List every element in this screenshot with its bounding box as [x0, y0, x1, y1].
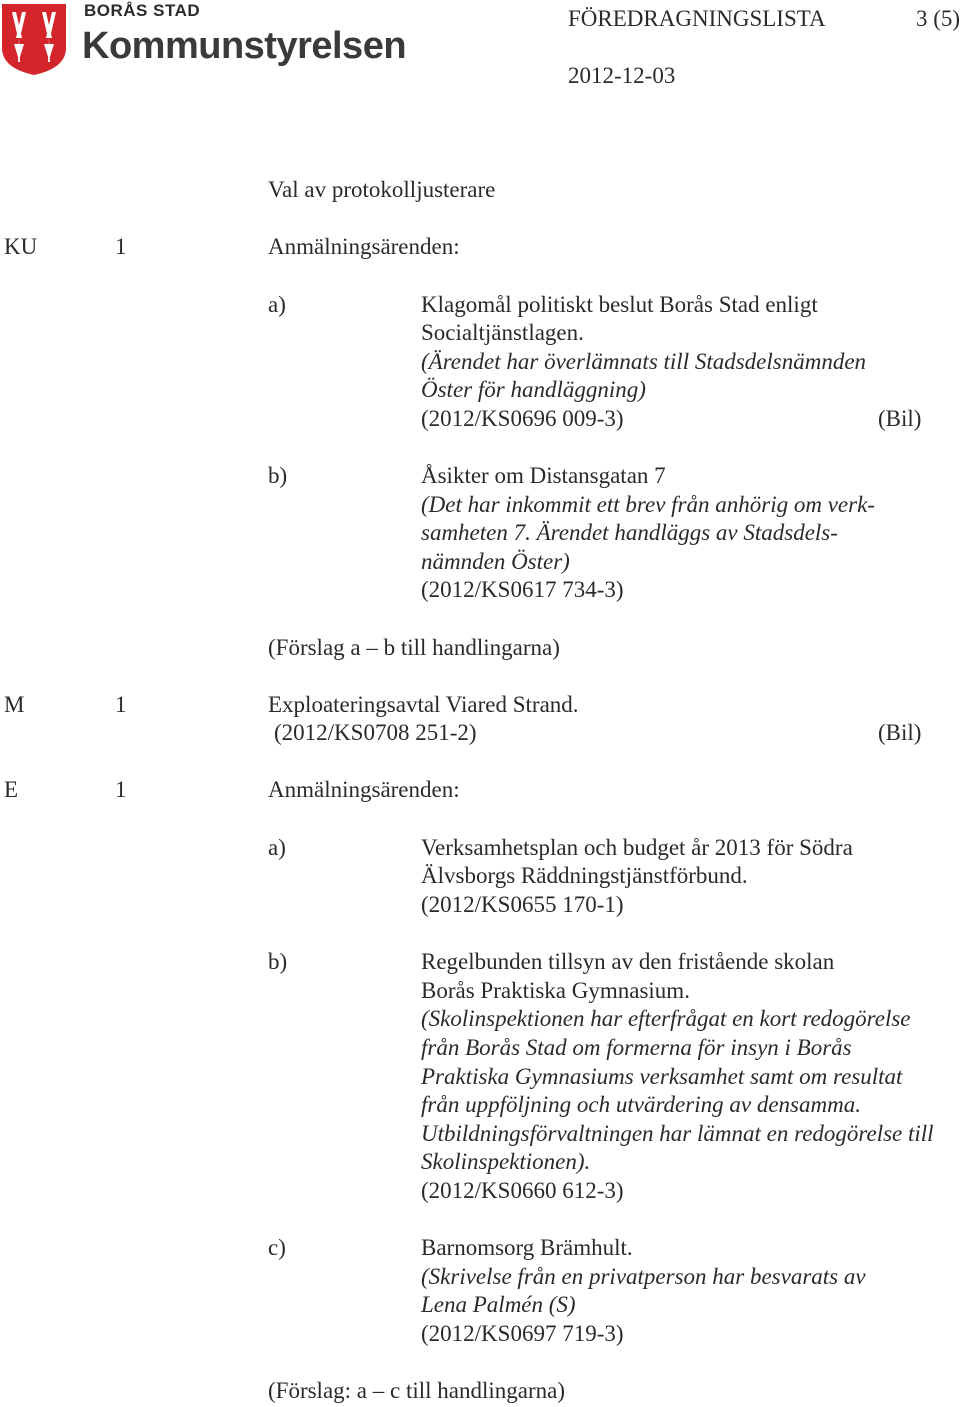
subitem-note-line: (Skrivelse från en privatperson har besvarats av	[421, 1264, 866, 1289]
case-reference: (2012/KS0660 612-3)	[421, 1178, 624, 1203]
section-title: Anmälningsärenden:	[268, 234, 460, 259]
boras-coat-of-arms-icon	[0, 2, 68, 76]
proposal-text: (Förslag: a – c till handlingarna)	[268, 1378, 566, 1403]
subitem-title-line: Verksamhetsplan och budget år 2013 för Södra	[421, 835, 853, 860]
subitem-note-line: (Det har inkommit ett brev från anhörig om verk-	[421, 492, 875, 517]
case-reference: (2012/KS0697 719-3)	[421, 1321, 624, 1346]
subitem-title-line: Borås Praktiska Gymnasium.	[421, 978, 690, 1003]
subitem-note-line: från uppföljning och utvärdering av densamma.	[421, 1092, 861, 1117]
section-title: Exploateringsavtal Viared Strand.	[268, 692, 579, 717]
section-code-e: E	[4, 777, 19, 802]
subitem-letter: b)	[268, 463, 288, 488]
subitem-note-line: från Borås Stad om formerna för insyn i Borås	[421, 1035, 852, 1060]
subitem-letter: a)	[268, 292, 286, 317]
case-reference: (2012/KS0617 734-3)	[421, 577, 624, 602]
section-code-ku: KU	[4, 234, 38, 259]
attachment-marker: (Bil)	[878, 406, 922, 431]
section-code-m: M	[4, 692, 25, 717]
case-reference: (2012/KS0655 170-1)	[421, 892, 624, 917]
subitem-title-line: Åsikter om Distansgatan 7	[421, 463, 666, 488]
logo-organization-name: Kommunstyrelsen	[82, 25, 407, 67]
subitem-note-line: samheten 7. Ärendet handläggs av Stadsdels-	[421, 520, 838, 545]
case-reference: (2012/KS0696 009-3)	[421, 406, 624, 431]
subitem-note-line: (Skolinspektionen har efterfrågat en kort redogörelse	[421, 1006, 911, 1031]
subitem-title-line: Klagomål politiskt beslut Borås Stad enligt	[421, 292, 818, 317]
subitem-note-line: Lena Palmén (S)	[421, 1292, 576, 1317]
subitem-title-line: Älvsborgs Räddningstjänstförbund.	[421, 863, 748, 888]
subitem-letter: c)	[268, 1235, 286, 1260]
subitem-title-line: Barnomsorg Brämhult.	[421, 1235, 633, 1260]
section-number: 1	[115, 692, 127, 717]
agenda-item-protokolljusterare: Val av protokolljusterare	[268, 177, 496, 202]
subitem-note-line: Öster för handläggning)	[421, 377, 646, 402]
document-date: 2012-12-03	[568, 63, 676, 88]
section-title: Anmälningsärenden:	[268, 777, 460, 802]
proposal-text: (Förslag a – b till handlingarna)	[268, 635, 560, 660]
subitem-note-line: (Ärendet har överlämnats till Stadsdelsnämnden	[421, 349, 867, 374]
subitem-note-line: nämnden Öster)	[421, 549, 570, 574]
subitem-title-line: Socialtjänstlagen.	[421, 320, 584, 345]
attachment-marker: (Bil)	[878, 720, 922, 745]
subitem-title-line: Regelbunden tillsyn av den fristående skolan	[421, 949, 835, 974]
case-reference: (2012/KS0708 251-2)	[274, 720, 477, 745]
subitem-letter: b)	[268, 949, 288, 974]
page-number: 3 (5)	[916, 6, 960, 31]
section-number: 1	[115, 777, 127, 802]
subitem-note-line: Praktiska Gymnasiums verksamhet samt om resultat	[421, 1064, 903, 1089]
subitem-note-line: Skolinspektionen).	[421, 1149, 591, 1174]
section-number: 1	[115, 234, 127, 259]
logo-city-name: BORÅS STAD	[84, 1, 201, 20]
subitem-letter: a)	[268, 835, 286, 860]
subitem-note-line: Utbildningsförvaltningen har lämnat en redogörelse till	[421, 1121, 934, 1146]
document-title: FÖREDRAGNINGSLISTA	[568, 6, 826, 31]
logo	[0, 0, 407, 80]
